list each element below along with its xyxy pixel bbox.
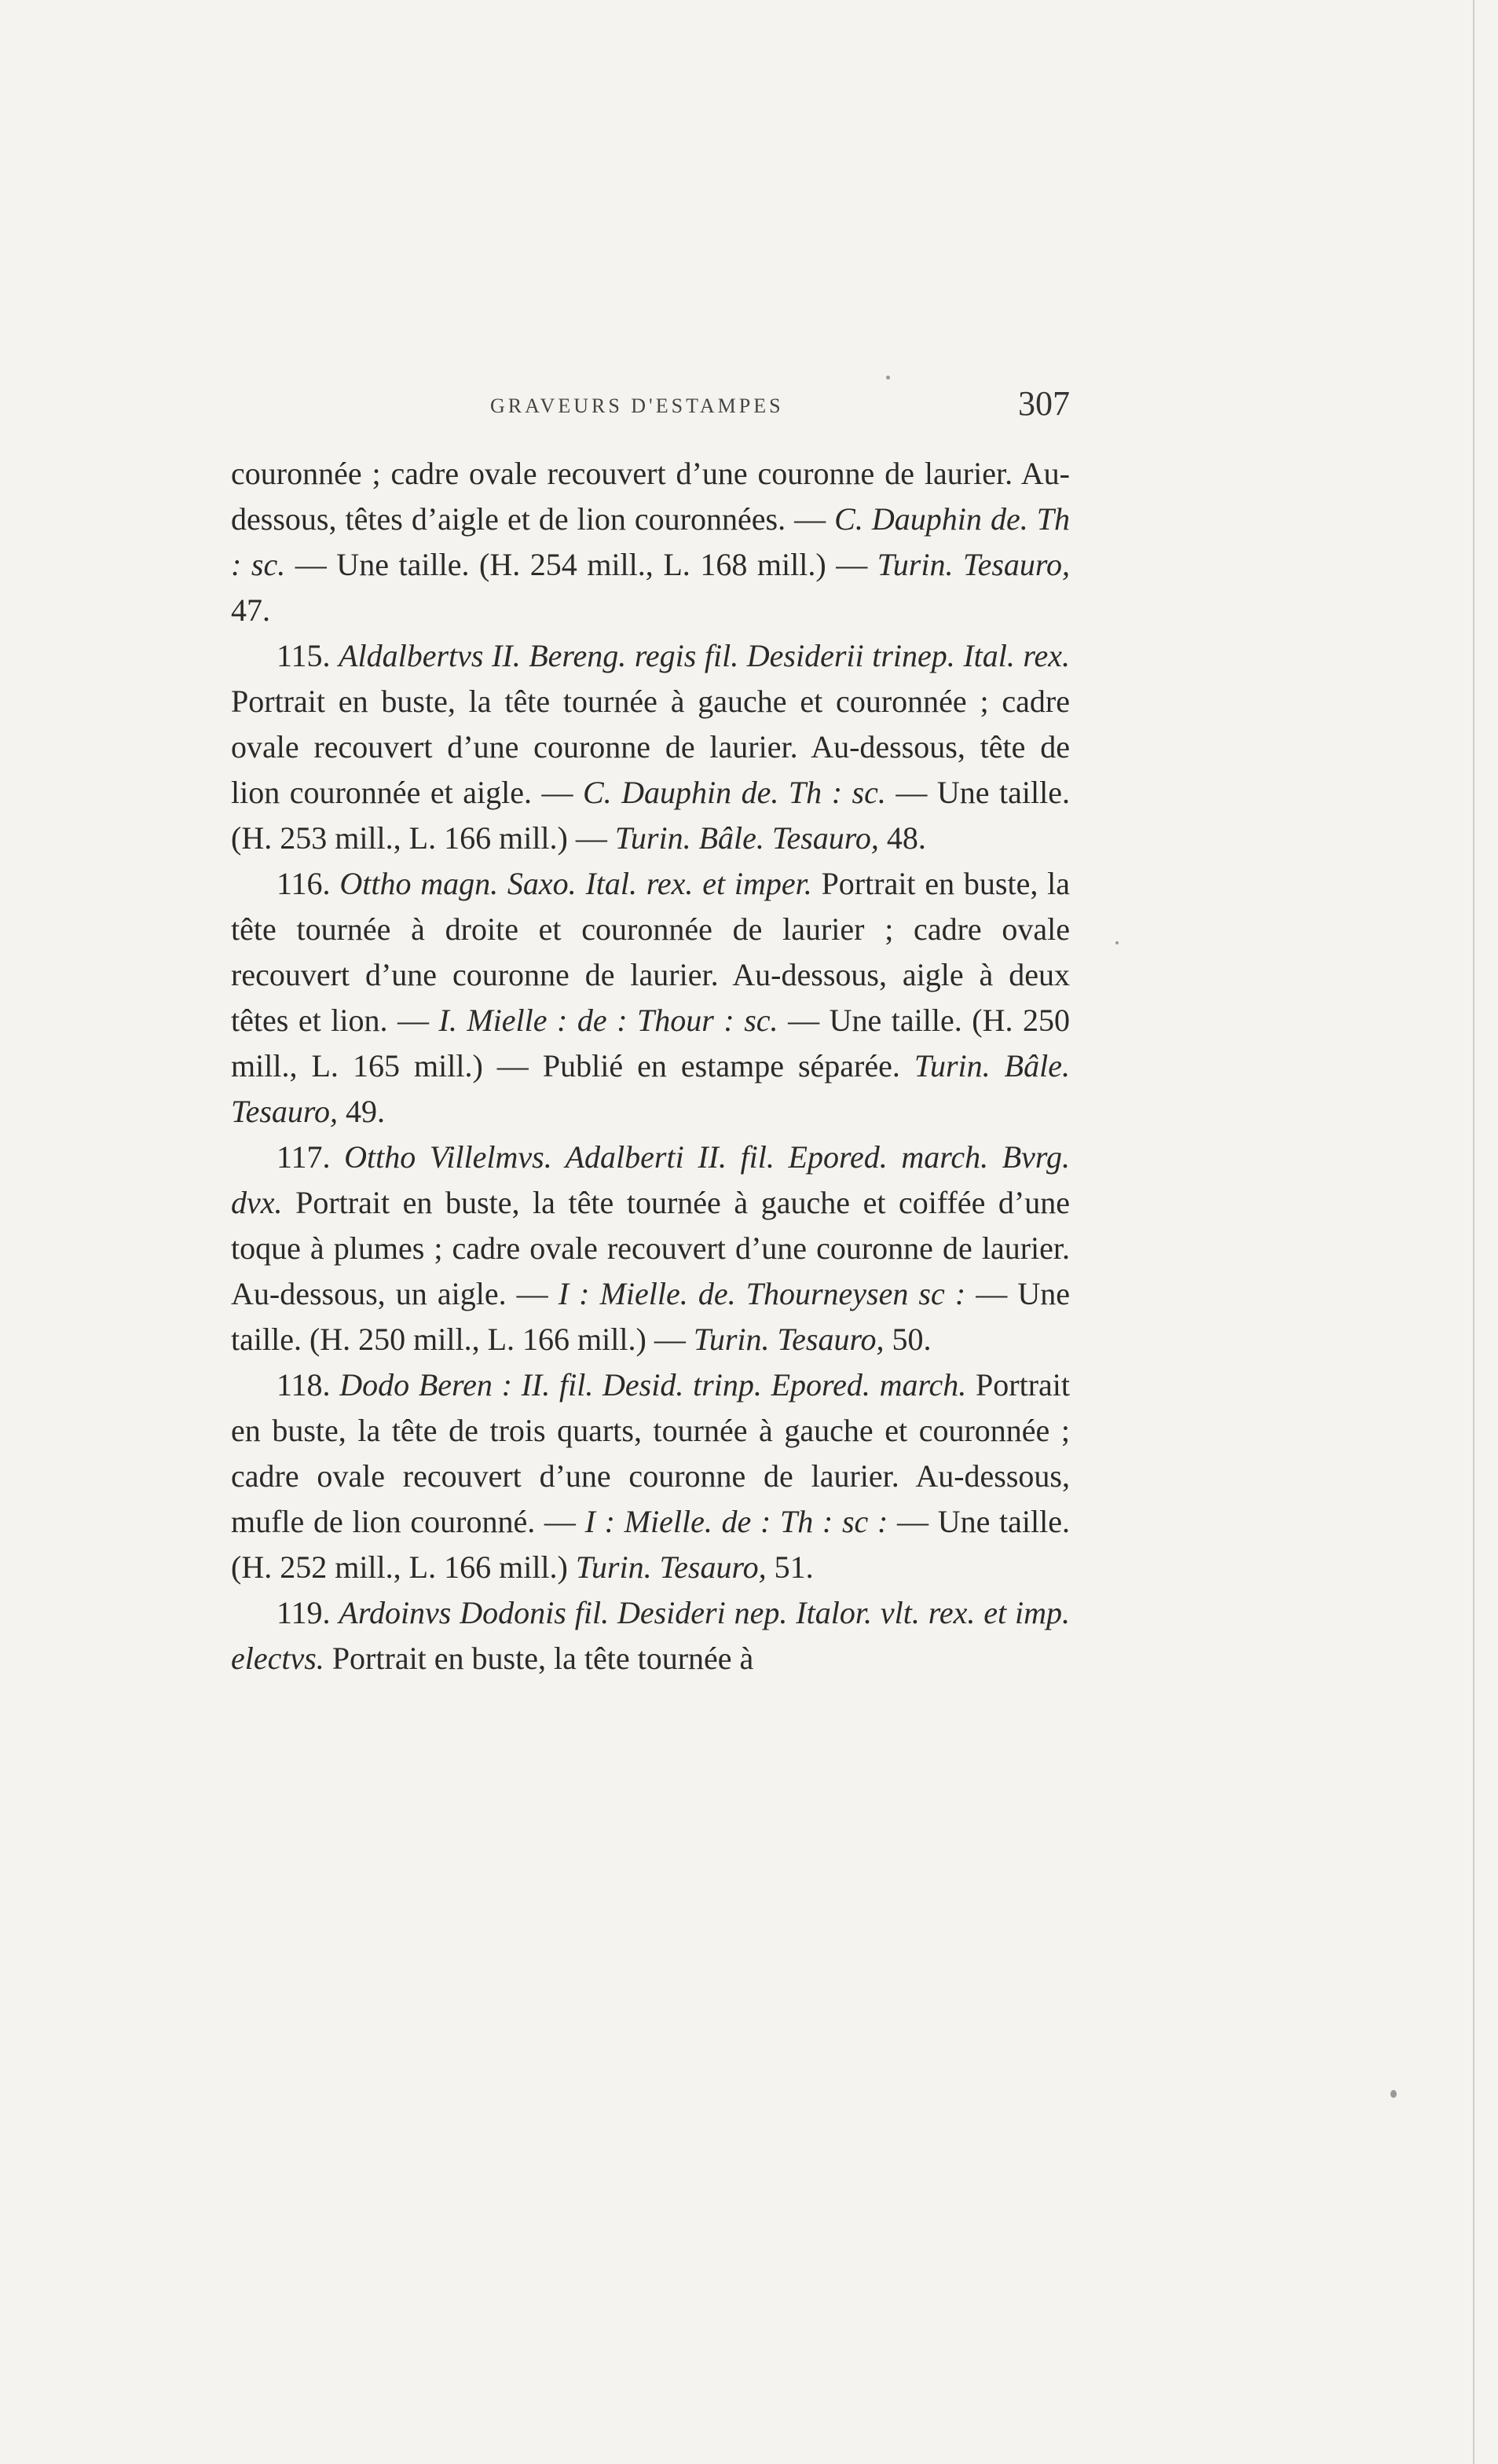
catalog-entry-115: 115. Aldalbertvs II. Bereng. regis fil. Desiderii trinep. Ital. rex. Portrait en buste, la tête tournée à gauche et couronnée ; cadre ovale recouvert d’une couronne de laurier. Au-dessous, tête de lion couronnée et aigle. — C. Dauphin de. Th : sc. — Une taille. (H. 253 mill., L. 166 mill.) — Turin. Bâle. Tesauro, 48.	[231, 638, 1071, 856]
catalog-entry-116: 116. Ottho magn. Saxo. Ital. rex. et imper. Portrait en buste, la tête tournée à droite et couronnée de laurier ; cadre ovale recouvert d’une couronne de laurier. Au-dessous, aigle à deux têtes et lion. — I. Mielle : de : Thour : sc. — Une taille. (H. 250 mill., L. 165 mill.) — Publié en estampe séparée. Turin. Bâle. Tesauro, 49.	[231, 866, 1070, 1129]
page-edge-shadow	[1473, 0, 1474, 2464]
page-number: 307	[1018, 384, 1070, 423]
catalog-entry-117: 117. Ottho Villelmvs. Adalberti II. fil. Epored. march. Bvrg. dvx. Portrait en buste, la tête tournée à gauche et coiffée d’une toque à plumes ; cadre ovale recouvert d’une couronne de laurier. Au-dessous, un aigle. — I : Mielle. de. Thourneysen sc : — Une taille. (H. 250 mill., L. 166 mill.) — Turin. Tesauro, 50.	[231, 1139, 1070, 1357]
page-header	[231, 384, 1070, 437]
scan-speck	[1115, 941, 1119, 944]
catalog-entry-119: 119. Ardoinvs Dodonis fil. Desideri nep. Italor. vlt. rex. et imp. electvs. Portrait en buste, la tête tournée à	[231, 1595, 1071, 1676]
page-body	[231, 451, 1070, 1681]
scan-speck	[886, 376, 890, 380]
catalog-entry-118: 118. Dodo Beren : II. fil. Desid. trinp. Epored. march. Portrait en buste, la tête de trois quarts, tournée à gauche et couronnée ; cadre ovale recouvert d’une couronne de laurier. Au-dessous, mufle de lion couronné. — I : Mielle. de : Th : sc : — Une taille. (H. 252 mill., L. 166 mill.) Turin. Tesauro, 51.	[231, 1367, 1070, 1585]
scan-speck	[1390, 2090, 1397, 2098]
continuation-paragraph: couronnée ; cadre ovale recouvert d’une couronne de laurier. Au-dessous, têtes d’aigle et de lion couronnées. — C. Dauphin de. Th : sc. — Une taille. (H. 254 mill., L. 168 mill.) — Turin. Tesauro, 47.	[231, 456, 1071, 628]
running-head: GRAVEURS D'ESTAMPES	[490, 394, 784, 417]
